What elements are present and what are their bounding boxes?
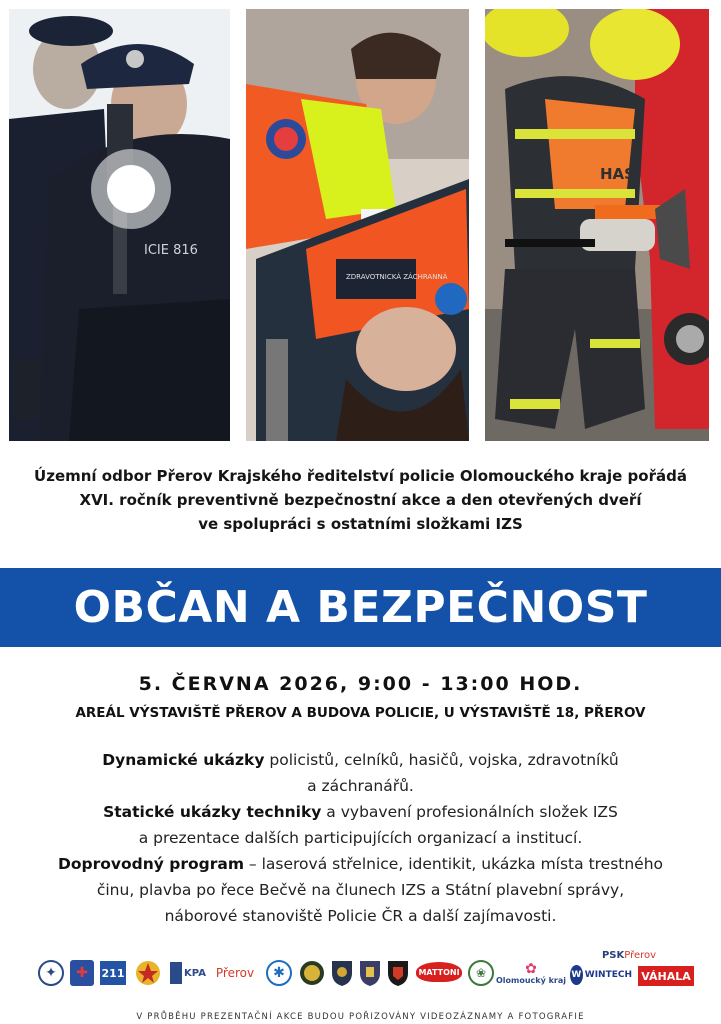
intro-line-1: Územní odbor Přerov Krajského ředitelství policie Olomouckého kraje pořádá — [34, 467, 687, 485]
event-venue: AREÁL VÝSTAVIŠTĚ PŘEROV A BUDOVA POLICIE, U VÝSTAVIŠTĚ 18, PŘEROV — [75, 705, 646, 721]
firefighter-photo — [485, 9, 709, 441]
fire-vest-text: HASI — [600, 165, 641, 183]
prerov-logo: Přerov — [215, 966, 255, 980]
dynamic-heading: Dynamické ukázky — [102, 751, 265, 769]
fire-rescue-emblem-logo — [134, 959, 162, 987]
leaf-icon: ❀ — [475, 966, 487, 980]
olomoucky-kraj-text: Olomoucký kraj — [495, 976, 567, 985]
psk-prerov-logo — [594, 948, 664, 962]
event-date-time: 5. ČERVNA 2026, 9:00 - 13:00 HOD. — [138, 673, 583, 695]
shield-icon — [330, 959, 354, 987]
wintech-badge-icon: W — [570, 965, 583, 985]
program-description — [0, 747, 721, 929]
kpa-text: KPA — [184, 967, 206, 979]
psk-prerov-text: Přerov — [624, 949, 657, 961]
static-text-2: a prezentace dalších participujících organizací a institucí. — [138, 829, 583, 847]
extra-line-1 — [0, 851, 721, 877]
photo-strip — [9, 9, 709, 441]
rescue-shield-icon — [358, 959, 382, 987]
rescue-shield-logo — [358, 959, 382, 987]
mattoni-logo: MATTONI — [416, 962, 462, 982]
crest-icon: ✚ — [76, 965, 88, 981]
dynamic-text-1: policistů, celníků, hasičů, vojska, zdravotníků — [264, 751, 619, 769]
psk-text: PSK — [601, 949, 625, 961]
star-of-life-icon: ✱ — [273, 965, 285, 981]
intro-line-3: ve spolupráci s ostatními složkami IZS — [198, 515, 523, 533]
izs-211-logo: 211 — [100, 961, 126, 985]
extra-heading: Doprovodný program — [57, 855, 244, 873]
dynamic-text-2: a záchranářů. — [307, 777, 414, 795]
olomoucky-kraj-logo — [496, 958, 566, 990]
extra-text-2: činu, plavba po řece Bečvě na člunech IZS a Státní plavební správy, — [96, 881, 625, 899]
municipal-shield-icon — [386, 959, 410, 987]
static-text-1: a vybavení profesionálních složek IZS — [321, 803, 618, 821]
police-star-logo — [38, 960, 64, 986]
wintech-logo — [570, 964, 632, 986]
extra-text-1: – laserová střelnice, identikit, ukázka místa trestného — [243, 855, 664, 873]
ems-star-of-life-logo — [266, 960, 292, 986]
paramedic-photo — [246, 9, 469, 441]
kpa-logo — [168, 960, 208, 986]
intro-line-2: XVI. ročník preventivně bezpečnostní akce a den otevřených dveří — [79, 491, 642, 509]
kpa-shield-icon — [170, 962, 182, 984]
event-title: OBČAN A BEZPEČNOST — [73, 582, 648, 633]
municipal-police-shield-logo — [386, 959, 410, 987]
extra-text-3: náborové stanoviště Policie ČR a další zajímavosti. — [164, 907, 557, 925]
intro-text — [0, 464, 721, 536]
army-badge-icon — [298, 959, 326, 987]
police-officer-photo — [9, 9, 230, 441]
customs-shield-logo — [330, 959, 354, 987]
vahala-logo: VÁHALA — [638, 966, 694, 986]
green-emblem-logo — [468, 960, 494, 986]
medic-vest-text: ZDRAVOTNICKÁ ZÁCHRANNÁ — [346, 273, 448, 281]
fire-emblem-icon — [134, 959, 162, 987]
ministry-crest-logo — [70, 960, 94, 986]
partner-logos — [38, 949, 698, 996]
footer-note: V PRŮBĚHU PREZENTAČNÍ AKCE BUDOU POŘIZOVÁNY VIDEOZÁZNAMY A FOTOGRAFIE — [136, 1012, 585, 1022]
wintech-text: WINTECH — [584, 970, 632, 980]
army-badge-logo — [298, 959, 326, 987]
static-heading: Statické ukázky techniky — [103, 803, 322, 821]
title-banner — [0, 568, 721, 647]
star-icon: ✦ — [45, 965, 57, 981]
police-badge-text: ICIE 816 — [144, 243, 198, 258]
kraj-flower-icon: ✿ — [525, 961, 537, 977]
dynamic-line-1 — [0, 747, 721, 773]
static-line-1 — [0, 799, 721, 825]
